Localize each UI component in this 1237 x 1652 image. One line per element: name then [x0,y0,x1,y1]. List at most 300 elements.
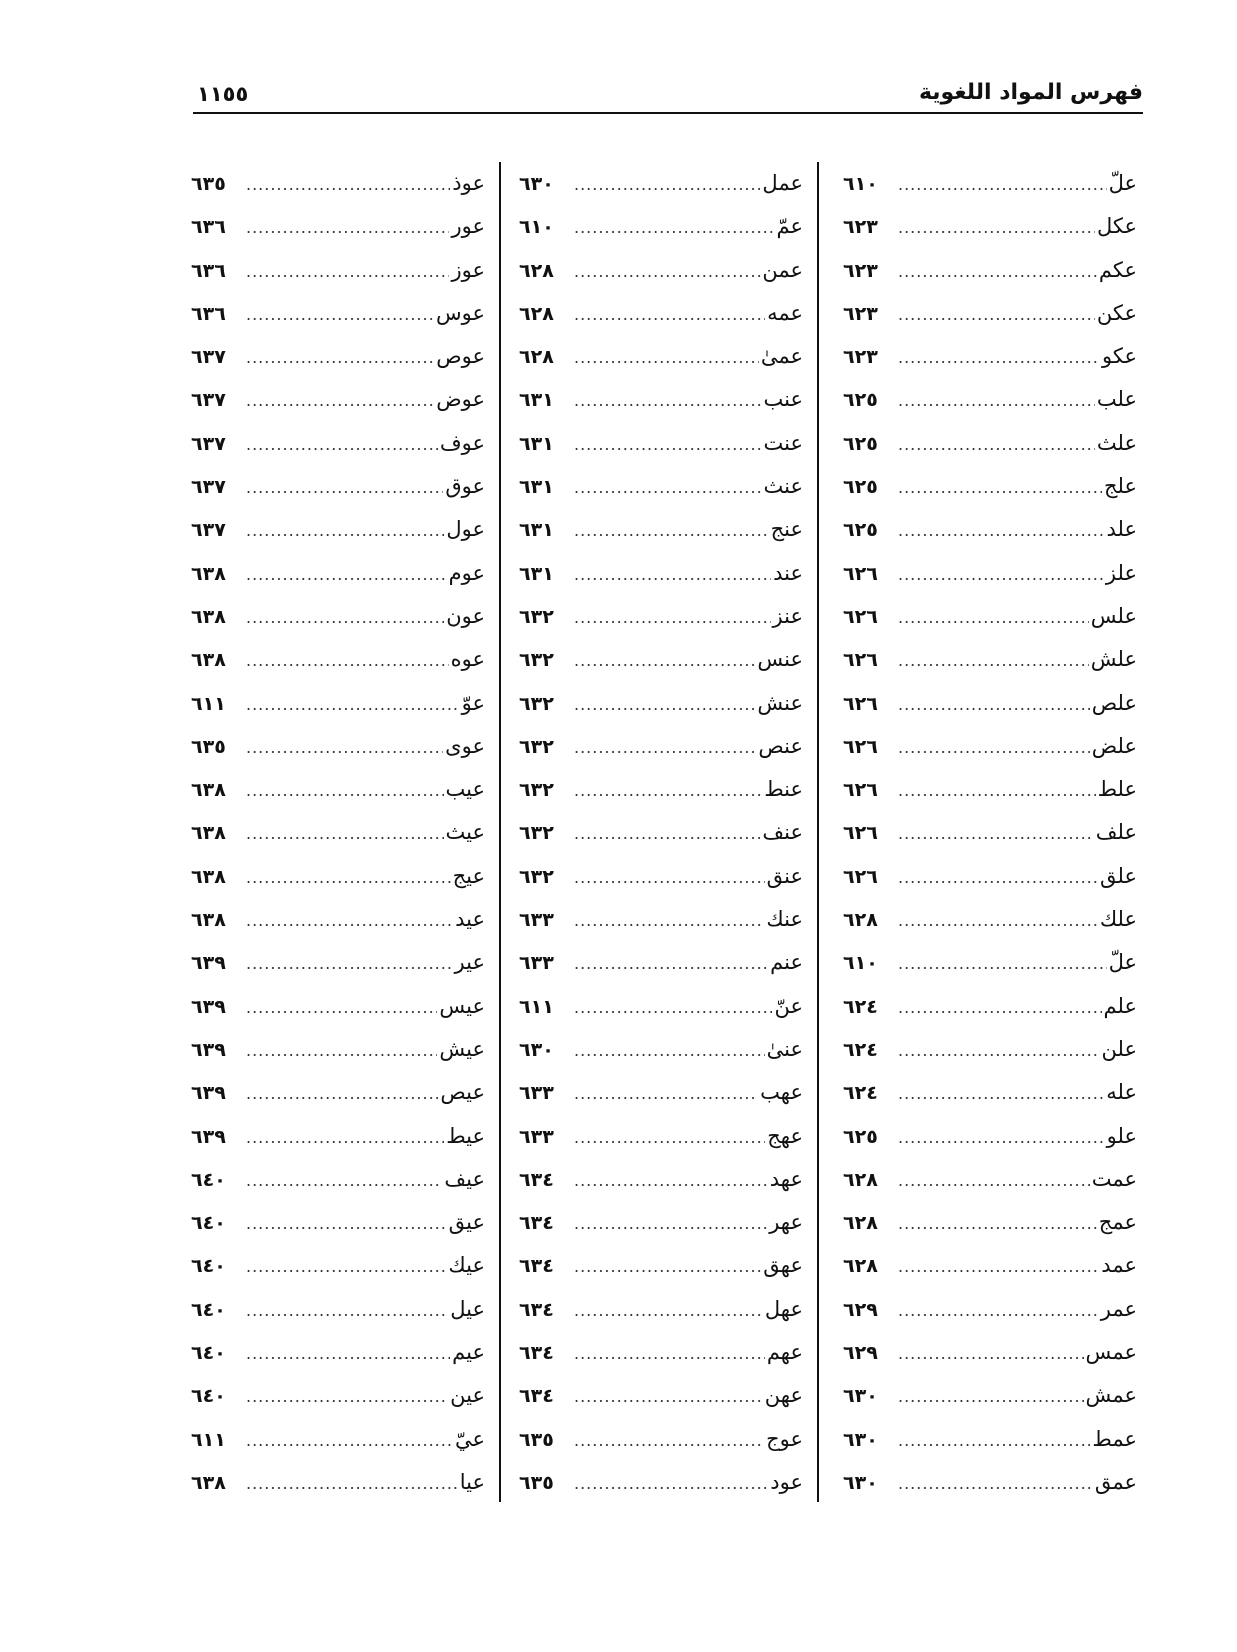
entry-word: علب [1096,387,1137,412]
entry-page-number: ٦٣٥ [191,735,226,758]
entry-word: عيث [445,820,485,845]
index-entry [191,595,485,638]
entry-page-number: ٦٣٢ [519,865,554,888]
dot-leader [571,1159,768,1202]
entry-word: عمت [1091,1166,1137,1191]
entry-page-number: ٦٣٨ [191,909,226,932]
index-entry [519,638,803,681]
page-number: ١١٥٥ [197,82,249,106]
entry-page-number: ٦٢٩ [843,1342,878,1365]
entry-page-number: ٦٤٠ [191,1342,226,1365]
dot-leader [571,639,755,682]
entry-page-number: ٦٣٩ [191,952,226,975]
index-entry [519,595,803,638]
entry-word: عكم [1098,257,1137,282]
dot-leader [571,336,759,379]
index-entry [843,1028,1137,1071]
index-entry [191,1028,485,1071]
entry-page-number: ٦٢٨ [519,346,554,369]
index-entry [843,1244,1137,1287]
entry-page-number: ٦٢٣ [843,259,878,282]
entry-page-number: ٦٣٧ [191,476,226,499]
entry-word: علن [1101,1036,1137,1061]
entry-page-number: ٦٣١ [519,389,554,412]
index-entry [519,552,803,595]
entry-page-number: ٦٣٤ [519,1255,554,1278]
entry-word: عله [1106,1080,1137,1105]
entry-word: عهن [764,1383,803,1408]
index-entry [191,768,485,811]
dot-leader [243,856,451,899]
entry-word: عيش [439,1036,485,1061]
dot-leader [243,423,438,466]
index-entry [191,1331,485,1374]
entry-page-number: ٦٣١ [519,476,554,499]
dot-leader [243,899,453,942]
dot-leader [571,986,772,1029]
entry-page-number: ٦٣٩ [191,1038,226,1061]
index-entry [843,292,1137,335]
index-entry [843,335,1137,378]
entry-page-number: ٦٢٨ [843,1168,878,1191]
index-entry [843,638,1137,681]
entry-word: عمل [762,171,803,195]
index-entry [519,422,803,465]
entry-page-number: ٦٢٦ [843,605,878,628]
index-entry [191,1158,485,1201]
dot-leader [243,1202,447,1245]
dot-leader [895,336,1100,379]
entry-word: علج [1103,474,1137,499]
index-entry [843,465,1137,508]
entry-page-number: ٦٣٧ [191,389,226,412]
index-entry [843,552,1137,595]
index-entry [843,682,1137,725]
entry-word: عمىٰ [760,344,803,369]
entry-page-number: ٦٤٠ [191,1168,226,1191]
entry-word: عوّ [461,690,485,715]
index-entry [843,1115,1137,1158]
dot-leader [243,1419,453,1462]
entry-page-number: ٦٢٦ [843,735,878,758]
dot-leader [895,1245,1099,1288]
dot-leader [243,250,449,293]
page-header [193,78,1143,114]
entry-word: عهق [763,1253,803,1278]
entry-word: عوف [439,430,485,455]
entry-word: عنم [770,950,803,975]
entry-page-number: ٦٣٨ [191,1471,226,1494]
entry-page-number: ٦٣٢ [519,735,554,758]
index-entry [519,898,803,941]
dot-leader [895,1202,1097,1245]
entry-word: عنف [762,820,803,845]
entry-word: عوق [445,474,485,499]
entry-page-number: ٦١١ [519,995,554,1018]
dot-leader [571,466,762,509]
entry-page-number: ٦٣٤ [519,1168,554,1191]
entry-page-number: ٦٣٦ [191,259,226,282]
entry-page-number: ٦٢٦ [843,865,878,888]
index-entry [519,1374,803,1417]
entry-word: عيق [448,1210,485,1235]
entry-word: عير [454,950,485,975]
index-entry [519,1028,803,1071]
entry-page-number: ٦٤٠ [191,1255,226,1278]
entry-word: عمق [1094,1469,1137,1494]
entry-page-number: ٦٣٩ [191,1125,226,1148]
dot-leader [571,293,765,336]
entry-page-number: ٦٢٤ [843,1082,878,1105]
entry-page-number: ٦٢٨ [843,1255,878,1278]
index-entry [191,1288,485,1331]
index-entry [843,1374,1137,1417]
dot-leader [243,596,444,639]
entry-word: علط [1097,777,1137,802]
index-entry [843,162,1137,205]
index-entry [843,985,1137,1028]
entry-page-number: ٦١٠ [519,216,554,239]
entry-page-number: ٦١٠ [843,173,878,195]
dot-leader [895,1419,1090,1462]
entry-page-number: ٦٢٦ [843,649,878,672]
entry-word: علد [1106,517,1137,542]
entry-word: عوص [436,344,485,369]
index-entry [843,508,1137,551]
index-entry [191,292,485,335]
entry-page-number: ٦٣٥ [519,1428,554,1451]
entry-word: عمد [1101,1253,1137,1278]
entry-page-number: ٦٣٨ [191,649,226,672]
entry-word: علس [1090,603,1137,628]
entry-word: عوج [766,1426,803,1451]
entry-word: عيا [459,1469,485,1494]
index-entry [191,1461,485,1504]
index-column-3 [191,162,501,1502]
entry-word: عون [446,603,485,628]
index-entry [519,768,803,811]
index-entry [191,682,485,725]
dot-leader [243,1375,448,1418]
dot-leader [243,812,444,855]
entry-page-number: ٦٤٠ [191,1385,226,1408]
index-entry [519,1115,803,1158]
index-entry [843,378,1137,421]
dot-leader [571,1116,765,1159]
index-entry [191,335,485,378]
dot-leader [243,986,437,1029]
dot-leader [895,466,1102,509]
dot-leader [571,683,755,726]
index-entry [843,1418,1137,1461]
dot-leader [895,812,1094,855]
dot-leader [243,336,434,379]
entry-word: علز [1105,560,1137,585]
index-entry [519,682,803,725]
dot-leader [895,509,1104,552]
entry-page-number: ٦٣٤ [519,1298,554,1321]
entry-word: عيط [446,1123,485,1148]
entry-word: عند [773,560,803,585]
entry-page-number: ٦٢٨ [519,302,554,325]
entry-word: عنث [763,474,803,499]
entry-page-number: ٦٣٩ [191,1082,226,1105]
entry-word: عيد [455,907,485,932]
entry-word: عيل [450,1296,485,1321]
index-entry [519,855,803,898]
entry-page-number: ٦٢٣ [843,346,878,369]
index-entry [519,335,803,378]
dot-leader [895,769,1096,812]
entry-page-number: ٦١٠ [843,952,878,975]
dot-leader [895,1029,1100,1072]
index-entry [191,1071,485,1114]
entry-word: عنىٰ [766,1036,803,1061]
index-entry [843,1158,1137,1201]
entry-word: علك [1099,907,1137,932]
dot-leader [571,250,760,293]
dot-leader [895,942,1107,985]
index-entry [519,1418,803,1461]
index-entry [191,1115,485,1158]
index-entry [191,465,485,508]
index-entry [519,508,803,551]
index-entry [191,1418,485,1461]
dot-leader [571,509,769,552]
entry-page-number: ٦٣٨ [191,562,226,585]
dot-leader [243,683,460,726]
entry-word: عهج [767,1123,803,1148]
dot-leader [243,379,434,422]
index-entry [843,855,1137,898]
entry-word: علق [1100,863,1137,888]
dot-leader [571,553,771,596]
entry-page-number: ٦٣٩ [191,995,226,1018]
entry-page-number: ٦٣٠ [843,1428,878,1451]
dot-leader [895,423,1095,466]
entry-word: عمج [1098,1210,1137,1235]
index-entry [191,725,485,768]
entry-page-number: ٦٣٠ [843,1385,878,1408]
index-entry [191,552,485,595]
index-entry [519,725,803,768]
entry-page-number: ٦٢٥ [843,389,878,412]
dot-leader [243,206,449,249]
index-entry [843,1331,1137,1374]
entry-word: عنز [772,603,803,628]
dot-leader [571,1029,765,1072]
dot-leader [571,1462,768,1505]
index-entry [843,1071,1137,1114]
index-entry [191,422,485,465]
index-entry [519,1288,803,1331]
index-entry [519,249,803,292]
index-columns [193,162,1143,1502]
index-entry [191,855,485,898]
dot-leader [571,856,765,899]
entry-word: عهب [760,1080,803,1105]
dot-leader [243,1289,448,1332]
entry-word: عنص [758,733,803,758]
entry-page-number: ٦٢٦ [843,822,878,845]
entry-word: عمن [762,257,803,282]
entry-word: عهر [769,1210,803,1235]
entry-page-number: ٦٢٦ [843,562,878,585]
entry-word: عور [451,214,485,239]
index-entry [519,1331,803,1374]
index-entry [843,1461,1137,1504]
entry-word: عكن [1096,300,1137,325]
entry-word: عيص [440,1080,485,1105]
index-entry [191,378,485,421]
entry-page-number: ٦٣٢ [519,692,554,715]
dot-leader [571,423,762,466]
dot-leader [895,293,1095,336]
entry-page-number: ٦٣٤ [519,1342,554,1365]
entry-page-number: ٦٢٤ [843,995,878,1018]
index-entry [191,508,485,551]
index-entry [519,378,803,421]
entry-word: علّ [1108,950,1137,975]
entry-page-number: ٦٣٢ [519,822,554,845]
entry-page-number: ٦٣٨ [191,605,226,628]
index-entry [191,898,485,941]
index-entry [519,1201,803,1244]
entry-word: عيب [445,777,485,802]
dot-leader [571,942,768,985]
entry-word: عوى [445,733,485,758]
dot-leader [571,769,762,812]
dot-leader [895,1072,1104,1115]
index-column-2 [519,162,819,1502]
dot-leader [243,769,444,812]
index-entry [191,638,485,681]
entry-page-number: ٦٢٨ [843,909,878,932]
entry-word: عول [446,517,485,542]
entry-page-number: ٦٣٥ [519,1471,554,1494]
index-entry [843,941,1137,984]
entry-page-number: ٦٣٦ [191,216,226,239]
dot-leader [895,856,1098,899]
entry-word: عمه [767,300,803,325]
entry-word: عنّ [774,993,803,1018]
entry-word: عهد [769,1166,803,1191]
index-entry [191,1374,485,1417]
entry-page-number: ٦٣٢ [519,649,554,672]
entry-page-number: ٦٣٣ [519,952,554,975]
dot-leader [243,1462,458,1505]
dot-leader [895,379,1095,422]
index-entry [191,941,485,984]
entry-page-number: ٦٢٥ [843,432,878,455]
dot-leader [571,596,771,639]
entry-page-number: ٦٤٠ [191,1298,226,1321]
dot-leader [895,596,1089,639]
entry-page-number: ٦٣٦ [191,302,226,325]
entry-page-number: ٦٢٦ [843,692,878,715]
index-entry [843,1201,1137,1244]
entry-page-number: ٦٢٥ [843,519,878,542]
entry-page-number: ٦٣٧ [191,346,226,369]
entry-word: عيف [444,1166,485,1191]
entry-page-number: ٦١١ [191,692,226,715]
dot-leader [895,986,1102,1029]
index-entry [191,249,485,292]
index-entry [191,985,485,1028]
index-entry [191,162,485,205]
dot-leader [571,1202,767,1245]
dot-leader [243,1029,437,1072]
dot-leader [571,1332,765,1375]
index-entry [191,205,485,248]
entry-word: علض [1091,733,1137,758]
dot-leader [895,163,1107,206]
index-entry [519,205,803,248]
entry-word: عهم [766,1340,803,1365]
dot-leader [571,1375,763,1418]
entry-word: عمس [1085,1340,1137,1365]
entry-page-number: ٦٣٠ [519,1038,554,1061]
index-entry [519,1461,803,1504]
index-entry [519,985,803,1028]
dot-leader [243,726,443,769]
dot-leader [243,293,434,336]
dot-leader [895,726,1090,769]
entry-page-number: ٦٣٤ [519,1212,554,1235]
entry-page-number: ٦٣٤ [519,1385,554,1408]
dot-leader [571,1289,763,1332]
index-entry [843,725,1137,768]
entry-page-number: ٦٣٨ [191,865,226,888]
entry-word: عنس [757,647,803,672]
entry-word: عيك [448,1253,485,1278]
entry-page-number: ٦٢٤ [843,1038,878,1061]
dot-leader [243,509,444,552]
entry-page-number: ٦٣٢ [519,605,554,628]
index-entry [519,162,803,205]
dot-leader [895,639,1089,682]
dot-leader [243,1159,442,1202]
entry-page-number: ٦٣٥ [191,173,226,195]
entry-page-number: ٦٣١ [519,562,554,585]
dot-leader [571,206,774,249]
entry-word: عنش [757,690,803,715]
entry-page-number: ٦٣٢ [519,779,554,802]
index-entry [519,465,803,508]
entry-word: عود [770,1469,803,1494]
dot-leader [895,1332,1084,1375]
entry-word: عوض [436,387,485,412]
dot-leader [895,1116,1105,1159]
entry-word: علش [1090,647,1137,672]
entry-word: عمّ [776,214,803,239]
entry-word: علّ [1108,171,1137,195]
dot-leader [571,899,764,942]
dot-leader [895,1375,1084,1418]
index-entry [191,1244,485,1287]
index-entry [843,768,1137,811]
index-entry [519,941,803,984]
entry-word: عيم [452,1340,485,1365]
dot-leader [243,1072,438,1115]
dot-leader [243,1332,450,1375]
index-entry [843,249,1137,292]
entry-word: عوم [448,560,485,585]
entry-word: عوس [435,300,485,325]
entry-word: عمش [1085,1383,1137,1408]
dot-leader [895,899,1098,942]
entry-word: عمر [1100,1296,1137,1321]
